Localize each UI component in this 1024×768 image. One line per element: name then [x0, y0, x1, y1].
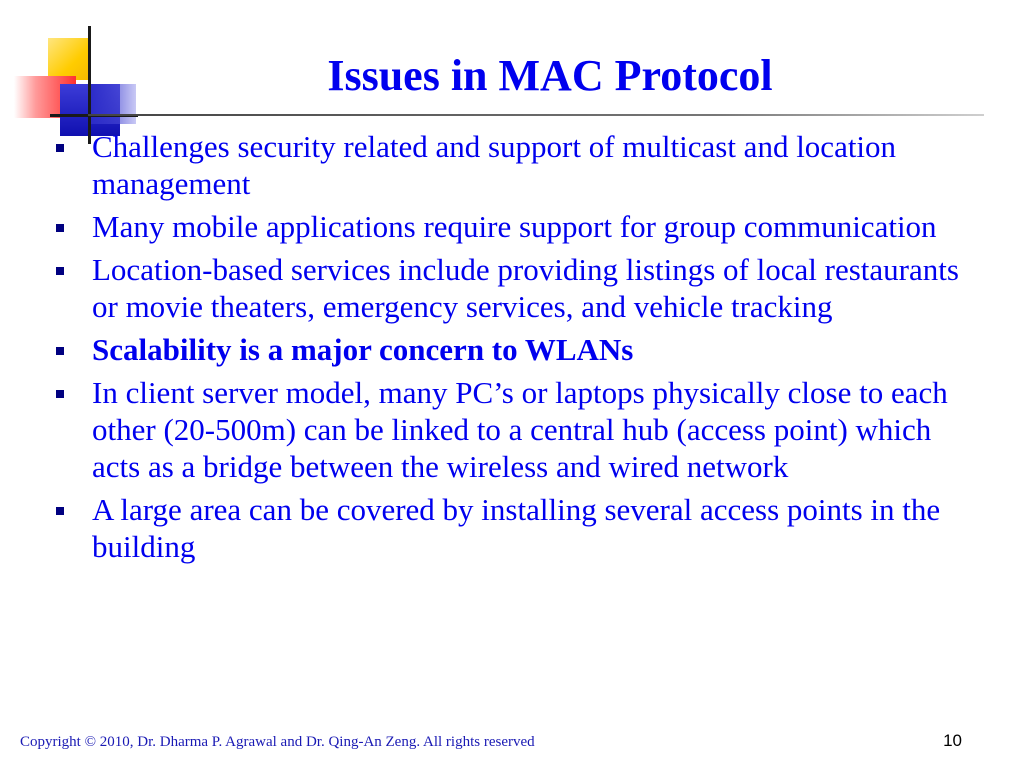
bullet-text: Many mobile applications require support for group communication — [92, 209, 937, 244]
page-number: 10 — [943, 731, 962, 750]
blue-shade-shape — [88, 84, 136, 124]
bullet-item — [52, 251, 972, 325]
bullet-text: Scalability is a major concern to WLANs — [92, 332, 634, 367]
bullet-item — [52, 208, 972, 245]
square-bullet-icon — [56, 267, 64, 275]
bullet-text: A large area can be covered by installing several access points in the building — [92, 492, 941, 564]
bullet-item — [52, 128, 972, 202]
copyright-footer: Copyright © 2010, Dr. Dharma P. Agrawal and Dr. Qing-An Zeng. All rights reserved — [20, 734, 535, 750]
square-bullet-icon — [56, 507, 64, 515]
square-bullet-icon — [56, 390, 64, 398]
bullet-item — [52, 374, 972, 485]
title-underline-rule — [88, 114, 984, 116]
bullet-list — [52, 128, 972, 571]
square-bullet-icon — [56, 144, 64, 152]
bullet-item — [52, 491, 972, 565]
yellow-square-shape — [48, 38, 90, 80]
square-bullet-icon — [56, 224, 64, 232]
bullet-text: Challenges security related and support of multicast and location management — [92, 129, 897, 201]
bullet-text: Location-based services include providing listings of local restaurants or movie theaters, emergency services, and vehicle tracking — [92, 252, 959, 324]
vertical-rule — [88, 26, 91, 144]
bullet-text: In client server model, many PC’s or laptops physically close to each other (20-500m) can be linked to a central hub (access point) which acts as a bridge between the wireless and wired network — [92, 375, 948, 484]
bullet-item-highlighted — [52, 331, 972, 368]
square-bullet-icon — [56, 347, 64, 355]
slide-title: Issues in MAC Protocol — [327, 51, 773, 100]
